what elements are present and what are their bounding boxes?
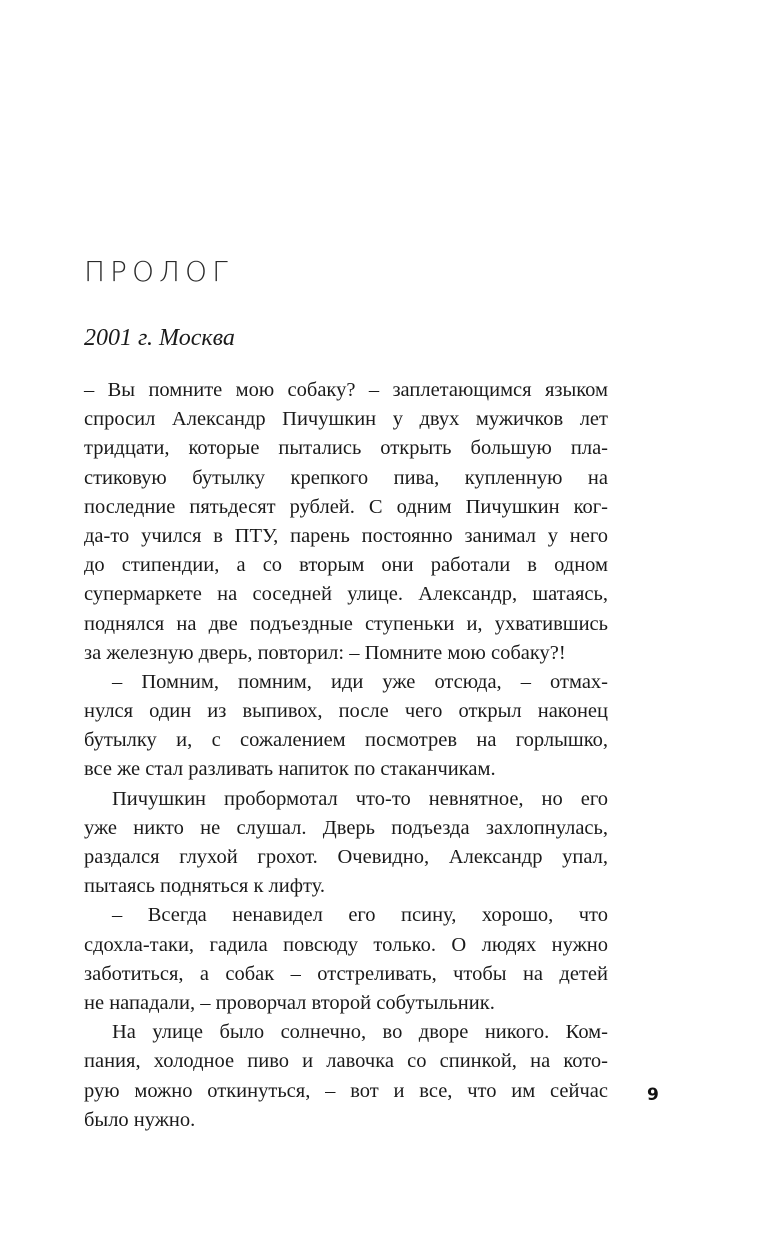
text-line: поднялся на две подъездные ступеньки и, ухватившись — [84, 612, 608, 635]
text-line: уже никто не слушал. Дверь подъезда захлопнулась, — [84, 816, 608, 839]
text-line: – Помним, помним, иди уже отсюда, – отмах- — [112, 670, 608, 693]
text-line: – Вы помните мою собаку? – заплетающимся языком — [84, 379, 608, 401]
text-line: сдохла-таки, гадила повсюду только. О людях нужно — [84, 933, 608, 956]
paragraph — [84, 376, 608, 668]
chapter-title: ПРОЛОГ — [84, 255, 233, 288]
text-line: нулся один из выпивох, после чего открыл наконец — [84, 700, 608, 723]
paragraph — [84, 785, 608, 902]
text-line: – Всегда ненавидел его псину, хорошо, что — [112, 904, 608, 927]
text-line: пания, холодное пиво и лавочка со спинкой, на кото- — [84, 1050, 608, 1073]
body-text — [84, 376, 608, 1135]
paragraph — [84, 1018, 608, 1135]
paragraph — [84, 668, 608, 785]
text-line: спросил Александр Пичушкин у двух мужичков лет — [84, 408, 608, 431]
text-line: заботиться, а собак – отстреливать, чтобы на детей — [84, 962, 608, 985]
text-line: На улице было солнечно, во дворе никого. Ком- — [112, 1021, 608, 1044]
paragraph — [84, 901, 608, 1018]
text-line: до стипендии, а со вторым они работали в одном — [84, 554, 608, 577]
text-line: все же стал разливать напиток по стаканчикам. — [84, 758, 496, 781]
text-line: не нападали, – проворчал второй собутыльник. — [84, 991, 495, 1014]
text-line: за железную дверь, повторил: – Помните мою собаку?! — [84, 641, 566, 664]
text-line: Пичушкин пробормотал что-то невнятное, но его — [112, 787, 608, 810]
text-line: да-то учился в ПТУ, парень постоянно занимал у него — [84, 524, 608, 547]
page-number: 9 — [647, 1085, 659, 1105]
text-line: стиковую бутылку крепкого пива, купленную на — [84, 466, 608, 489]
text-line: рую можно откинуться, – вот и все, что им сейчас — [84, 1079, 608, 1102]
text-line: раздался глухой грохот. Очевидно, Александр упал, — [84, 846, 608, 868]
chapter-subtitle: 2001 г. Москва — [84, 325, 235, 351]
text-line: последние пятьдесят рублей. С одним Пичушкин ког- — [84, 495, 608, 518]
text-line: было нужно. — [84, 1108, 196, 1131]
text-line: супермаркете на соседней улице. Александр, шатаясь, — [84, 583, 608, 606]
text-line: пытаясь подняться к лифту. — [84, 875, 326, 898]
text-line: бутылку и, с сожалением посмотрев на горлышко, — [84, 729, 608, 752]
text-line: тридцати, которые пытались открыть большую пла- — [84, 437, 608, 460]
